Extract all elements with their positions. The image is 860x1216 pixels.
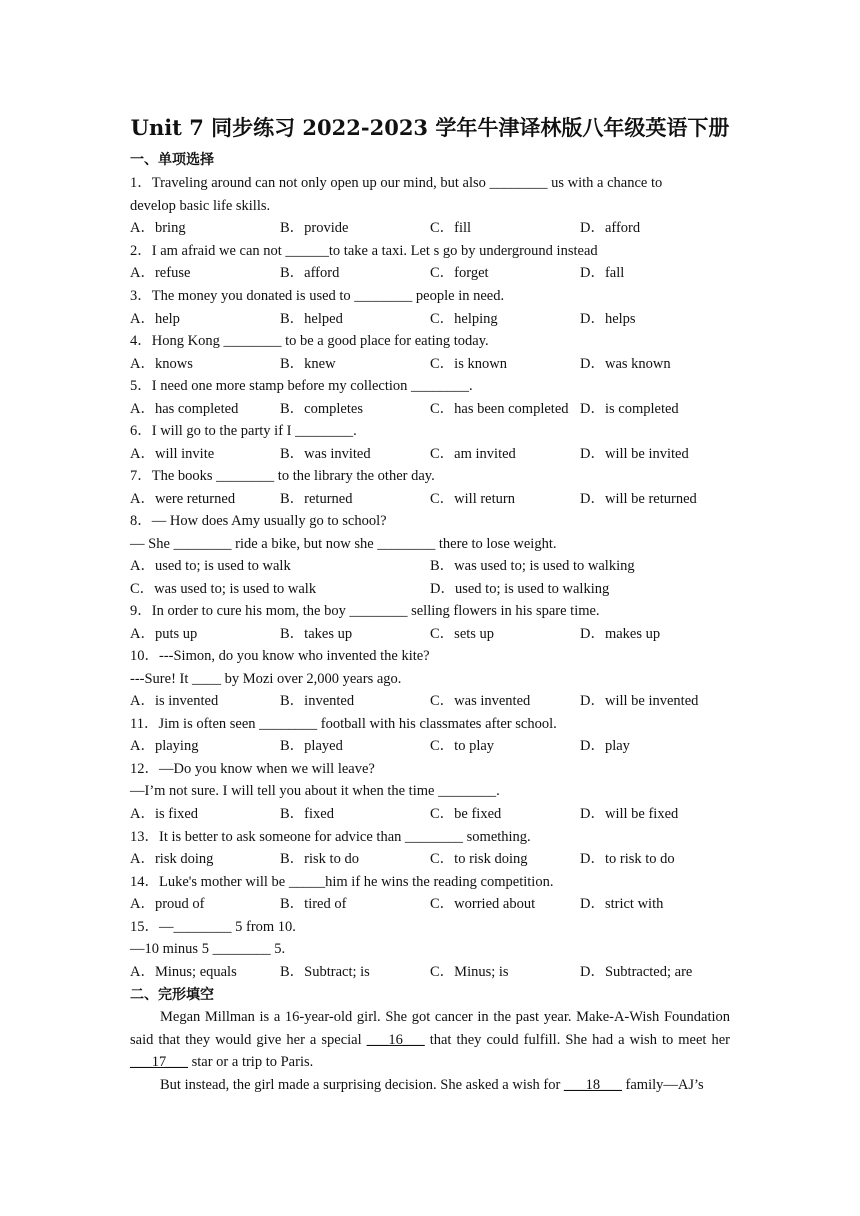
- option-a: A．knows: [130, 356, 193, 372]
- question-15-line-1: 15．—________ 5 from 10.: [130, 919, 296, 935]
- option-a: A．were returned: [130, 491, 236, 507]
- question-7-line-1: 7．The books ________ to the library the other day.: [130, 468, 435, 484]
- option-d: D．to risk to do: [580, 851, 675, 867]
- option-b: B．takes up: [280, 626, 353, 642]
- option-c: C．was used to; is used to walk: [130, 581, 317, 597]
- option-d: D．strict with: [580, 896, 664, 912]
- option-d: D．used to; is used to walking: [430, 581, 610, 597]
- option-d: D．will be returned: [580, 491, 697, 507]
- question-4-options: [130, 354, 730, 374]
- option-b: B．knew: [280, 356, 336, 372]
- cloze-text: But instead, the girl made a surprising decision. She asked a wish for: [160, 1077, 564, 1093]
- option-a: A．help: [130, 311, 180, 327]
- question-7-options: [130, 489, 730, 509]
- option-b: B．Subtract; is: [280, 964, 370, 980]
- question-10-line-1: 10．---Simon, do you know who invented the kite?: [130, 648, 430, 664]
- option-a: A．will invite: [130, 446, 215, 462]
- blank-18: ___18___: [563, 1077, 622, 1093]
- option-b: B．helped: [280, 311, 343, 327]
- question-10-line-2: ---Sure! It ____ by Mozi over 2,000 years ago.: [130, 671, 402, 687]
- question-3-options: [130, 309, 730, 329]
- option-c: C．was invented: [430, 693, 531, 709]
- question-15-line-2: —10 minus 5 ________ 5.: [130, 941, 286, 957]
- option-d: D．was known: [580, 356, 671, 372]
- question-14-options: [130, 894, 730, 914]
- blank-16: ___16___: [366, 1031, 425, 1048]
- option-c: C．helping: [430, 311, 498, 327]
- option-d: D．will be invented: [580, 693, 699, 709]
- option-c: C．sets up: [430, 626, 495, 642]
- cloze-text: that they could fulfill. She had a wish to meet her: [424, 1031, 730, 1048]
- question-1-line-1: 1．Traveling around can not only open up our mind, but also ________ us with a chance to: [130, 175, 663, 191]
- option-a: A．used to; is used to walk: [130, 558, 291, 574]
- cloze-paragraph-2: [130, 1074, 730, 1097]
- option-a: A．is invented: [130, 693, 219, 709]
- question-12-options: [130, 804, 730, 824]
- option-b: B．played: [280, 738, 343, 754]
- option-d: D．is completed: [580, 401, 679, 417]
- option-b: B．fixed: [280, 806, 334, 822]
- option-a: A．has completed: [130, 401, 239, 417]
- question-13-options: [130, 849, 730, 869]
- question-14-line-1: 14．Luke's mother will be _____him if he wins the reading competition.: [130, 874, 554, 890]
- document-title: Unit 7 同步练习 2022-2023 学年牛津译林版八年级英语下册: [130, 115, 730, 140]
- question-3-line-1: 3．The money you donated is used to ________ people in need.: [130, 288, 505, 304]
- option-c: C．fill: [430, 220, 472, 236]
- option-c: C．forget: [430, 265, 489, 281]
- option-c: C．Minus; is: [430, 964, 509, 980]
- blank-17: ___17___: [130, 1054, 188, 1070]
- option-d: D．afford: [580, 220, 641, 236]
- question-6-line-1: 6．I will go to the party if I ________.: [130, 423, 357, 439]
- question-5-options: [130, 399, 730, 419]
- cloze-paragraph-1: [130, 1006, 730, 1074]
- option-c: C．will return: [430, 491, 515, 507]
- question-4-line-1: 4．Hong Kong ________ to be a good place for eating today.: [130, 333, 489, 349]
- option-c: C．am invited: [430, 446, 516, 462]
- option-b: B．tired of: [280, 896, 347, 912]
- option-d: D．will be invited: [580, 446, 689, 462]
- option-b: B．was invited: [280, 446, 371, 462]
- option-c: C．to risk doing: [430, 851, 528, 867]
- question-10-options: [130, 691, 730, 711]
- question-9-options: [130, 624, 730, 644]
- question-1-options: [130, 218, 730, 238]
- question-9-line-1: 9．In order to cure his mom, the boy ________ selling flowers in his spare time.: [130, 603, 600, 619]
- question-8-line-2: — She ________ ride a bike, but now she ________ there to lose weight.: [130, 536, 557, 552]
- option-c: C．worried about: [430, 896, 536, 912]
- option-c: C．be fixed: [430, 806, 502, 822]
- question-13-line-1: 13．It is better to ask someone for advice than ________ something.: [130, 829, 531, 845]
- option-a: A．proud of: [130, 896, 205, 912]
- option-a: A．refuse: [130, 265, 191, 281]
- option-b: B．completes: [280, 401, 363, 417]
- option-c: C．to play: [430, 738, 495, 754]
- question-5-line-1: 5．I need one more stamp before my collection ________.: [130, 378, 473, 394]
- question-1-line-2: develop basic life skills.: [130, 198, 271, 214]
- question-12-line-1: 12．—Do you know when we will leave?: [130, 761, 375, 777]
- option-d: D．Subtracted; are: [580, 964, 693, 980]
- option-d: D．makes up: [580, 626, 661, 642]
- option-a: A．is fixed: [130, 806, 199, 822]
- section-heading-single-choice: 一、单项选择: [130, 152, 214, 168]
- option-a: A．Minus; equals: [130, 964, 237, 980]
- option-b: B．invented: [280, 693, 355, 709]
- question-11-line-1: 11．Jim is often seen ________ football with his classmates after school.: [130, 716, 557, 732]
- question-11-options: [130, 736, 730, 756]
- option-d: D．will be fixed: [580, 806, 679, 822]
- option-a: A．risk doing: [130, 851, 214, 867]
- option-b: B．returned: [280, 491, 353, 507]
- section-heading-cloze: 二、完形填空: [130, 987, 214, 1003]
- option-c: C．has been completed: [430, 401, 569, 417]
- cloze-text: Megan Millman is a 16-year-old girl. She got cancer in the past year. Make-A-Wish Foundation said that they would give her a special: [130, 1009, 730, 1048]
- option-a: A．puts up: [130, 626, 198, 642]
- option-a: A．bring: [130, 220, 186, 236]
- question-8-options-row-2: [130, 579, 730, 599]
- option-a: A．playing: [130, 738, 199, 754]
- question-8-options-row-1: [130, 556, 730, 576]
- cloze-text: family—AJ’s: [621, 1077, 704, 1093]
- option-c: C．is known: [430, 356, 507, 372]
- option-b: B．risk to do: [280, 851, 359, 867]
- question-6-options: [130, 444, 730, 464]
- cloze-text: star or a trip to Paris.: [188, 1054, 314, 1070]
- option-b: B．afford: [280, 265, 340, 281]
- option-d: D．play: [580, 738, 630, 754]
- question-12-line-2: —I’m not sure. I will tell you about it when the time ________.: [130, 783, 500, 799]
- question-2-line-1: 2．I am afraid we can not ______to take a taxi. Let s go by underground instead: [130, 243, 598, 259]
- question-15-options: [130, 962, 730, 982]
- question-8-line-1: 8．— How does Amy usually go to school?: [130, 513, 387, 529]
- question-2-options: [130, 263, 730, 283]
- option-d: D．fall: [580, 265, 625, 281]
- option-d: D．helps: [580, 311, 636, 327]
- option-b: B．was used to; is used to walking: [430, 558, 635, 574]
- option-b: B．provide: [280, 220, 349, 236]
